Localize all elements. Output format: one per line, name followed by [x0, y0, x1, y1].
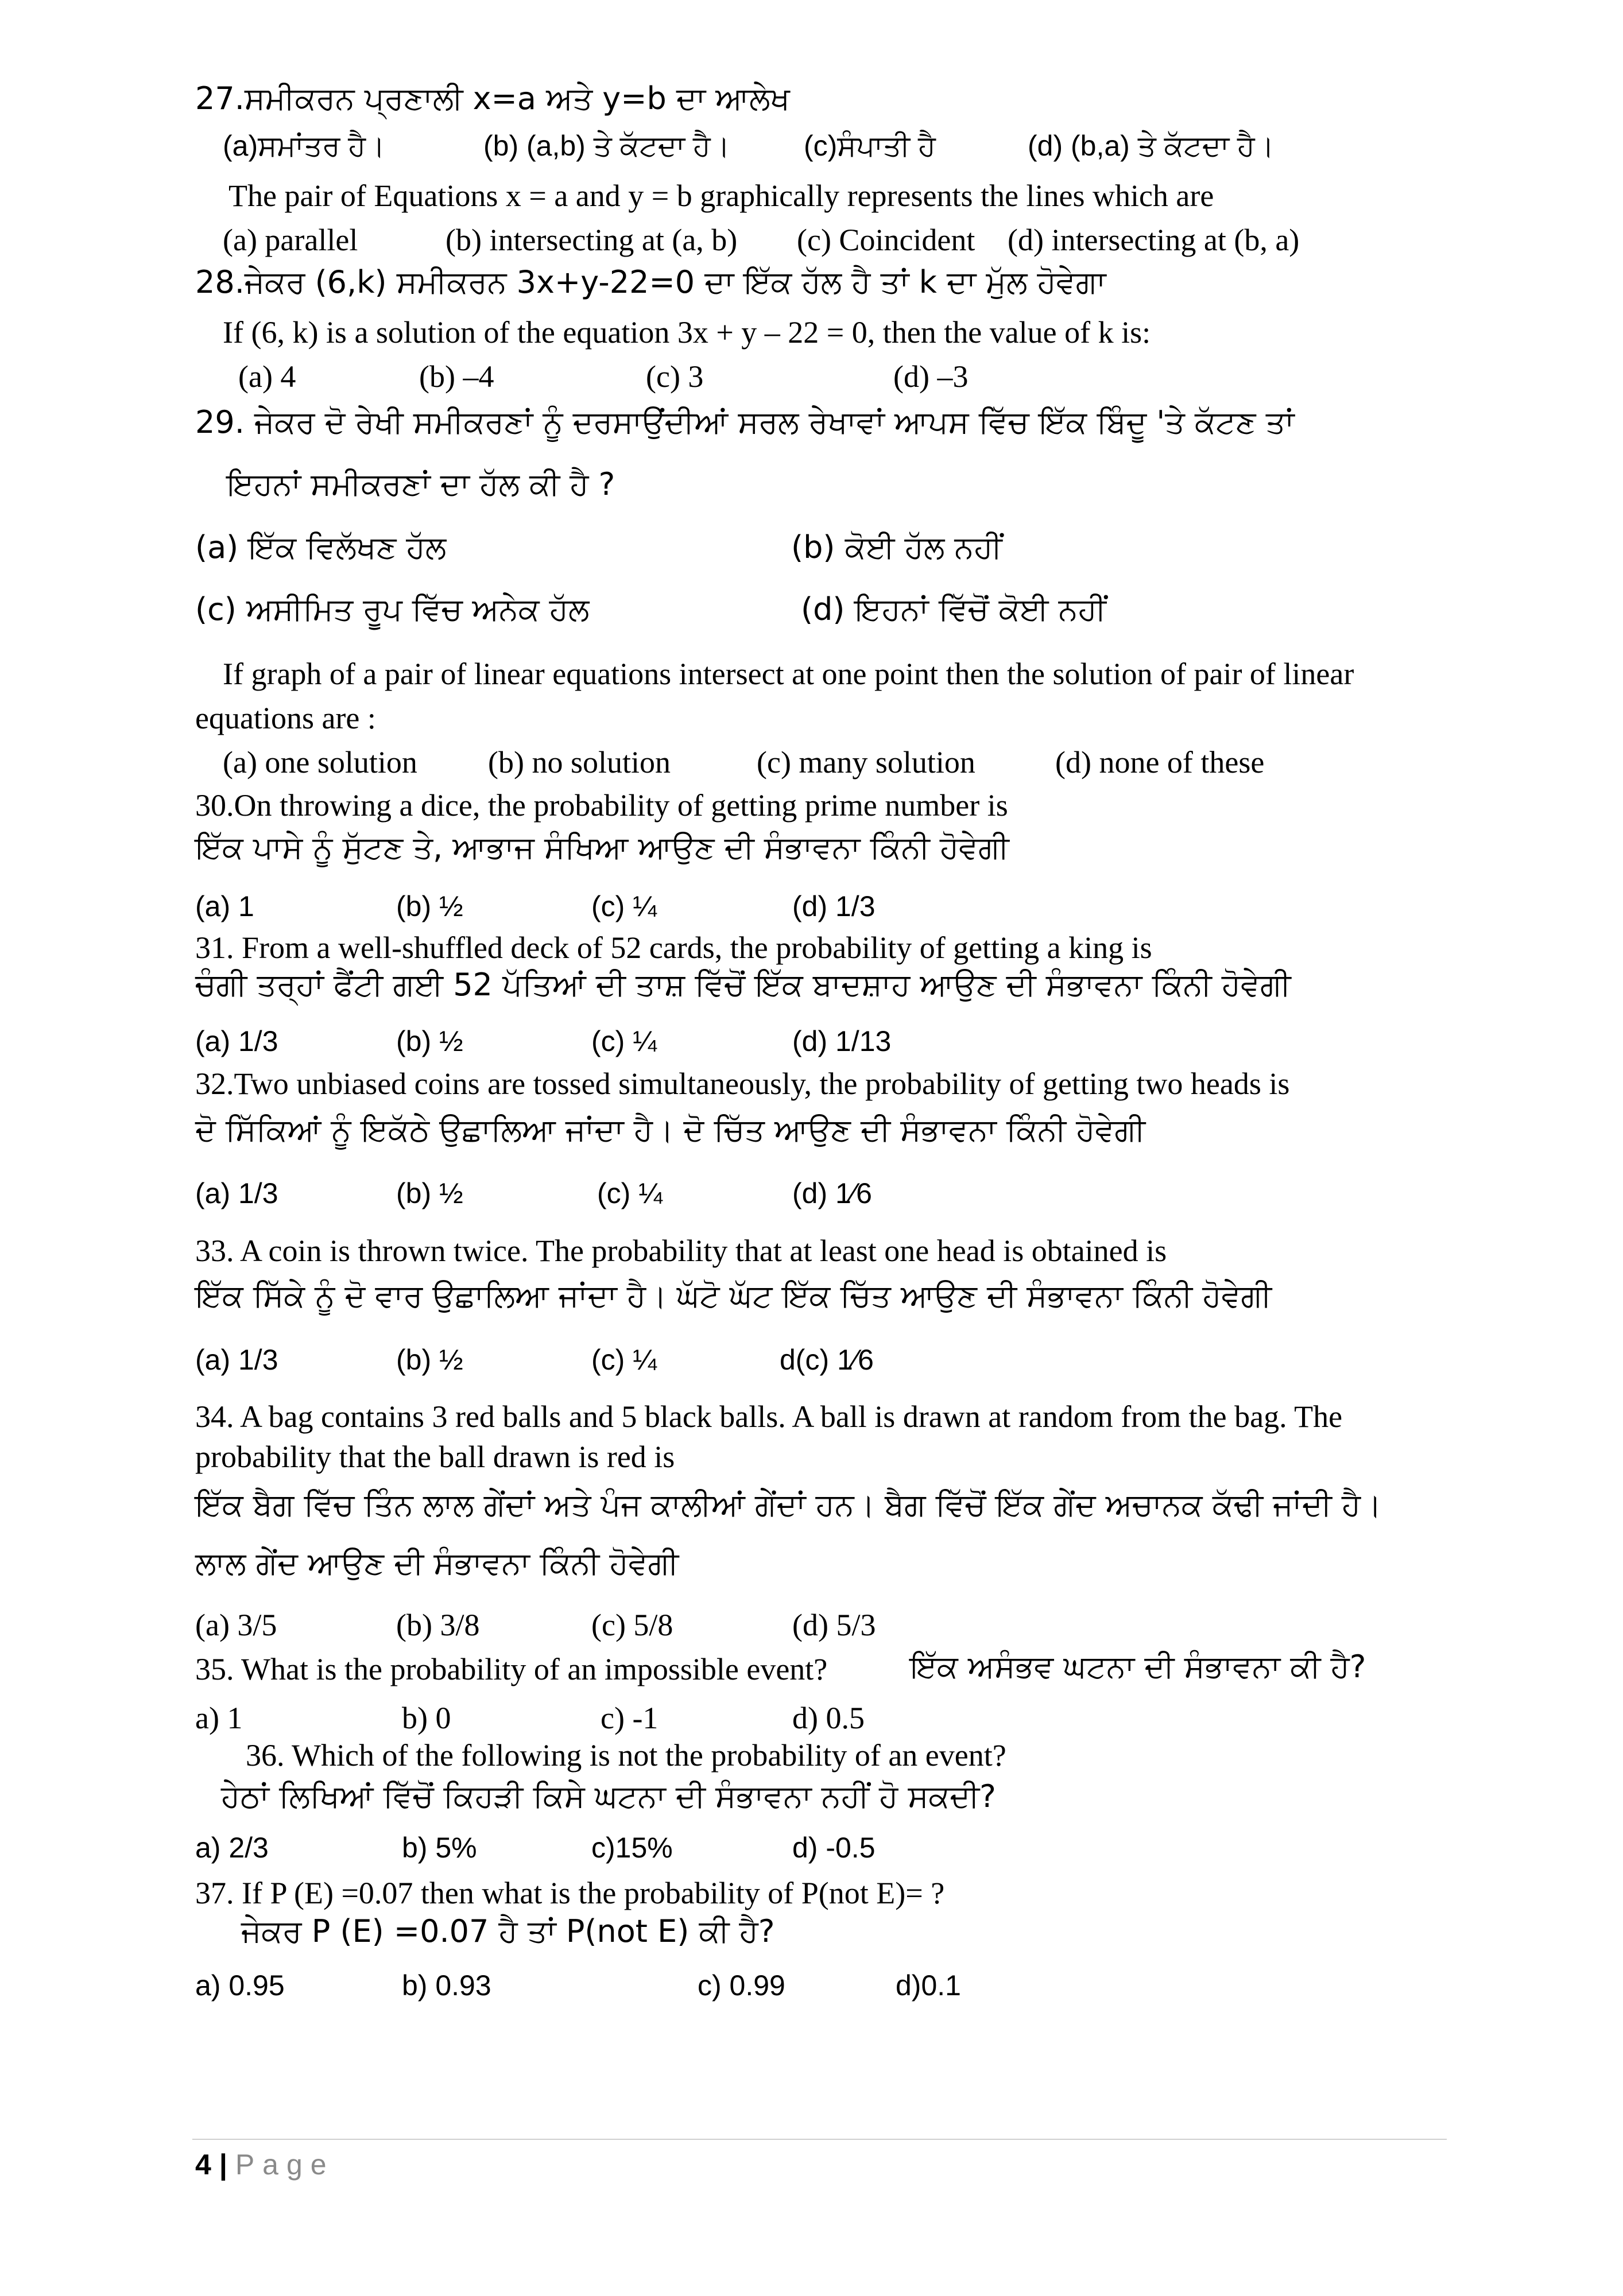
q31-option-d: (d) 1/13: [792, 1025, 892, 1057]
q27-option-b-pa: (b) (a,b) ਤੇ ਕੱਟਦਾ ਹੈ।: [483, 130, 730, 162]
q35-question-pa: ਇੱਕ ਅਸੰਭਵ ਘਟਨਾ ਦੀ ਸੰਭਾਵਨਾ ਕੀ ਹੈ?: [910, 1649, 1366, 1685]
q29-option-c-en: (c) many solution: [757, 745, 975, 779]
q28-option-c: (c) 3: [646, 359, 704, 394]
q27-question-pa: 27.ਸਮੀਕਰਨ ਪ੍ਰਣਾਲੀ x=a ਅਤੇ y=b ਦਾ ਆਲੇਖ: [195, 80, 790, 117]
q29-option-c-pa: (c) ਅਸੀਮਿਤ ਰੂਪ ਵਿੱਚ ਅਨੇਕ ਹੱਲ: [195, 591, 590, 627]
footer-separator: |: [219, 2148, 227, 2181]
page-number: 4: [195, 2148, 211, 2181]
q27-option-a-en: (a) parallel: [223, 223, 358, 257]
q37-question-pa: ਜੇਕਰ P (E) =0.07 ਹੈ ਤਾਂ P(not E) ਕੀ ਹੈ?: [241, 1913, 775, 1949]
q29-option-a-pa: (a) ਇੱਕ ਵਿਲੱਖਣ ਹੱਲ: [195, 529, 447, 565]
q34-option-c: (c) 5/8: [591, 1608, 673, 1642]
q35-question-en: 35. What is the probability of an impossible event?: [195, 1652, 828, 1686]
q30-question-en: 30.On throwing a dice, the probability of getting prime number is: [195, 788, 1008, 823]
q32-option-b: (b) ½: [396, 1177, 463, 1209]
q27-option-a-pa: (a)ਸਮਾਂਤਰ ਹੈ।: [223, 130, 385, 162]
q34-option-b: (b) 3/8: [396, 1608, 480, 1642]
q31-option-b: (b) ½: [396, 1025, 463, 1057]
q28-option-a: (a) 4: [238, 359, 296, 394]
q32-question-pa: ਦੋ ਸਿੱਕਿਆਂ ਨੂੰ ਇਕੱਠੇ ਉਛਾਲਿਆ ਜਾਂਦਾ ਹੈ। ਦੋ ਚਿੱਤ ਆਉਣ ਦੀ ਸੰਭਾਵਨਾ ਕਿੰਨੀ ਹੋਵੇਗੀ: [195, 1112, 1146, 1148]
q28-option-d: (d) –3: [893, 359, 969, 394]
q36-option-c: c)15%: [591, 1832, 673, 1864]
q37-option-d: d)0.1: [896, 1969, 961, 2002]
q33-question-pa: ਇੱਕ ਸਿੱਕੇ ਨੂੰ ਦੋ ਵਾਰ ਉਛਾਲਿਆ ਜਾਂਦਾ ਹੈ। ਘੱਟੋ ਘੱਟ ਇੱਕ ਚਿੱਤ ਆਉਣ ਦੀ ਸੰਭਾਵਨਾ ਕਿੰਨੀ ਹੋਵੇਗੀ: [195, 1278, 1272, 1314]
q30-option-a: (a) 1: [195, 890, 254, 922]
q30-question-pa: ਇੱਕ ਪਾਸੇ ਨੂੰ ਸੁੱਟਣ ਤੇ, ਆਭਾਜ ਸੰਖਿਆ ਆਉਣ ਦੀ ਸੰਭਾਵਨਾ ਕਿੰਨੀ ਹੋਵੇਗੀ: [195, 829, 1009, 866]
q32-option-d: (d) 1⁄6: [792, 1177, 872, 1209]
q33-option-c: (c) ¼: [591, 1344, 657, 1376]
q28-question-en: If (6, k) is a solution of the equation 3x + y – 22 = 0, then the value of k is:: [223, 315, 1151, 350]
q34-option-d: (d) 5/3: [792, 1608, 876, 1642]
q28-option-b: (b) –4: [419, 359, 494, 394]
q33-option-d: d(c) 1⁄6: [780, 1344, 874, 1376]
q37-option-b: b) 0.93: [402, 1969, 491, 2002]
q29-option-d-en: (d) none of these: [1055, 745, 1265, 779]
q31-question-pa: ਚੰਗੀ ਤਰ੍ਹਾਂ ਫੈਂਟੀ ਗਈ 52 ਪੱਤਿਆਂ ਦੀ ਤਾਸ਼ ਵਿੱਚੋਂ ਇੱਕ ਬਾਦਸ਼ਾਹ ਆਉਣ ਦੀ ਸੰਭਾਵਨਾ ਕਿੰਨੀ ਹੋਵੇਗੀ: [195, 967, 1291, 1003]
q28-question-pa: 28.ਜੇਕਰ (6,k) ਸਮੀਕਰਨ 3x+y-22=0 ਦਾ ਇੱਕ ਹੱਲ ਹੈ ਤਾਂ k ਦਾ ਮੁੱਲ ਹੋਵੇਗਾ: [195, 264, 1106, 300]
q29-option-a-en: (a) one solution: [223, 745, 417, 779]
q32-option-c: (c) ¼: [597, 1177, 663, 1209]
q29-option-d-pa: (d) ਇਹਨਾਂ ਵਿੱਚੋਂ ਕੋਈ ਨਹੀਂ: [801, 591, 1106, 627]
q30-option-b: (b) ½: [396, 890, 463, 922]
q30-option-c: (c) ¼: [591, 890, 657, 922]
q36-question-pa: ਹੇਠਾਂ ਲਿਖਿਆਂ ਵਿੱਚੋਂ ਕਿਹੜੀ ਕਿਸੇ ਘਟਨਾ ਦੀ ਸੰਭਾਵਨਾ ਨਹੀਂ ਹੋ ਸਕਦੀ?: [221, 1778, 996, 1814]
q29-question-pa-line2: ਇਹਨਾਂ ਸਮੀਕਰਣਾਂ ਦਾ ਹੱਲ ਕੀ ਹੈ ?: [227, 466, 615, 502]
q34-question-en-line1: 34. A bag contains 3 red balls and 5 black balls. A ball is drawn at random from the bag. The: [195, 1399, 1343, 1434]
q27-option-c-pa: (c)ਸੰਪਾਤੀ ਹੈ: [804, 130, 936, 162]
q27-option-b-en: (b) intersecting at (a, b): [446, 223, 738, 257]
q33-option-b: (b) ½: [396, 1344, 463, 1376]
q29-question-en-line1: If graph of a pair of linear equations intersect at one point then the solution of pair of linear: [223, 657, 1354, 691]
q31-question-en: 31. From a well-shuffled deck of 52 cards, the probability of getting a king is: [195, 930, 1152, 965]
q27-option-d-pa: (d) (b,a) ਤੇ ਕੱਟਦਾ ਹੈ।: [1028, 130, 1275, 162]
q36-option-d: d) -0.5: [792, 1832, 876, 1864]
q36-option-a: a) 2/3: [195, 1832, 269, 1864]
q27-option-c-en: (c) Coincident: [797, 223, 975, 257]
q34-question-pa-line1: ਇੱਕ ਬੈਗ ਵਿੱਚ ਤਿੰਨ ਲਾਲ ਗੇਂਦਾਂ ਅਤੇ ਪੰਜ ਕਾਲੀਆਂ ਗੇਂਦਾਂ ਹਨ। ਬੈਗ ਵਿੱਚੋਂ ਇੱਕ ਗੇਂਦ ਅਚਾਨਕ ਕੱਢੀ ਜਾਂਦੀ ਹੈ।: [195, 1487, 1382, 1523]
q35-option-a: a) 1: [195, 1701, 243, 1735]
q36-question-en: 36. Which of the following is not the probability of an event?: [246, 1738, 1006, 1773]
q32-question-en: 32.Two unbiased coins are tossed simultaneously, the probability of getting two heads is: [195, 1066, 1290, 1101]
q32-option-a: (a) 1/3: [195, 1177, 278, 1209]
q30-option-d: (d) 1/3: [792, 890, 876, 922]
q37-question-en: 37. If P (E) =0.07 then what is the probability of P(not E)= ?: [195, 1876, 945, 1910]
q37-option-a: a) 0.95: [195, 1969, 285, 2002]
q35-option-c: c) -1: [601, 1701, 659, 1735]
q33-option-a: (a) 1/3: [195, 1344, 278, 1376]
q34-question-pa-line2: ਲਾਲ ਗੇਂਦ ਆਉਣ ਦੀ ਸੰਭਾਵਨਾ ਕਿੰਨੀ ਹੋਵੇਗੀ: [195, 1545, 679, 1581]
q27-option-d-en: (d) intersecting at (b, a): [1008, 223, 1300, 257]
q35-option-d: d) 0.5: [792, 1701, 865, 1735]
q33-question-en: 33. A coin is thrown twice. The probability that at least one head is obtained is: [195, 1234, 1167, 1268]
q29-question-pa-line1: 29. ਜੇਕਰ ਦੋ ਰੇਖੀ ਸਮੀਕਰਣਾਂ ਨੂੰ ਦਰਸਾਉਂਦੀਆਂ ਸਰਲ ਰੇਖਾਵਾਂ ਆਪਸ ਵਿੱਚ ਇੱਕ ਬਿੰਦੂ 'ਤੇ ਕੱਟਣ ਤਾਂ: [195, 404, 1295, 440]
footer-divider: [192, 2139, 1447, 2140]
q31-option-a: (a) 1/3: [195, 1025, 278, 1057]
page-label: Page: [235, 2148, 335, 2181]
q34-option-a: (a) 3/5: [195, 1608, 277, 1642]
page-footer: [195, 2148, 335, 2181]
q36-option-b: b) 5%: [402, 1832, 477, 1864]
q27-question-en: The pair of Equations x = a and y = b graphically represents the lines which are: [228, 179, 1214, 213]
q29-option-b-en: (b) no solution: [488, 745, 671, 779]
q34-question-en-line2: probability that the ball drawn is red is: [195, 1440, 675, 1474]
q37-option-c: c) 0.99: [698, 1969, 785, 2002]
q29-option-b-pa: (b) ਕੋਈ ਹੱਲ ਨਹੀਂ: [791, 529, 1002, 565]
q29-question-en-line2: equations are :: [195, 701, 376, 735]
q31-option-c: (c) ¼: [591, 1025, 657, 1057]
q35-option-b: b) 0: [402, 1701, 451, 1735]
